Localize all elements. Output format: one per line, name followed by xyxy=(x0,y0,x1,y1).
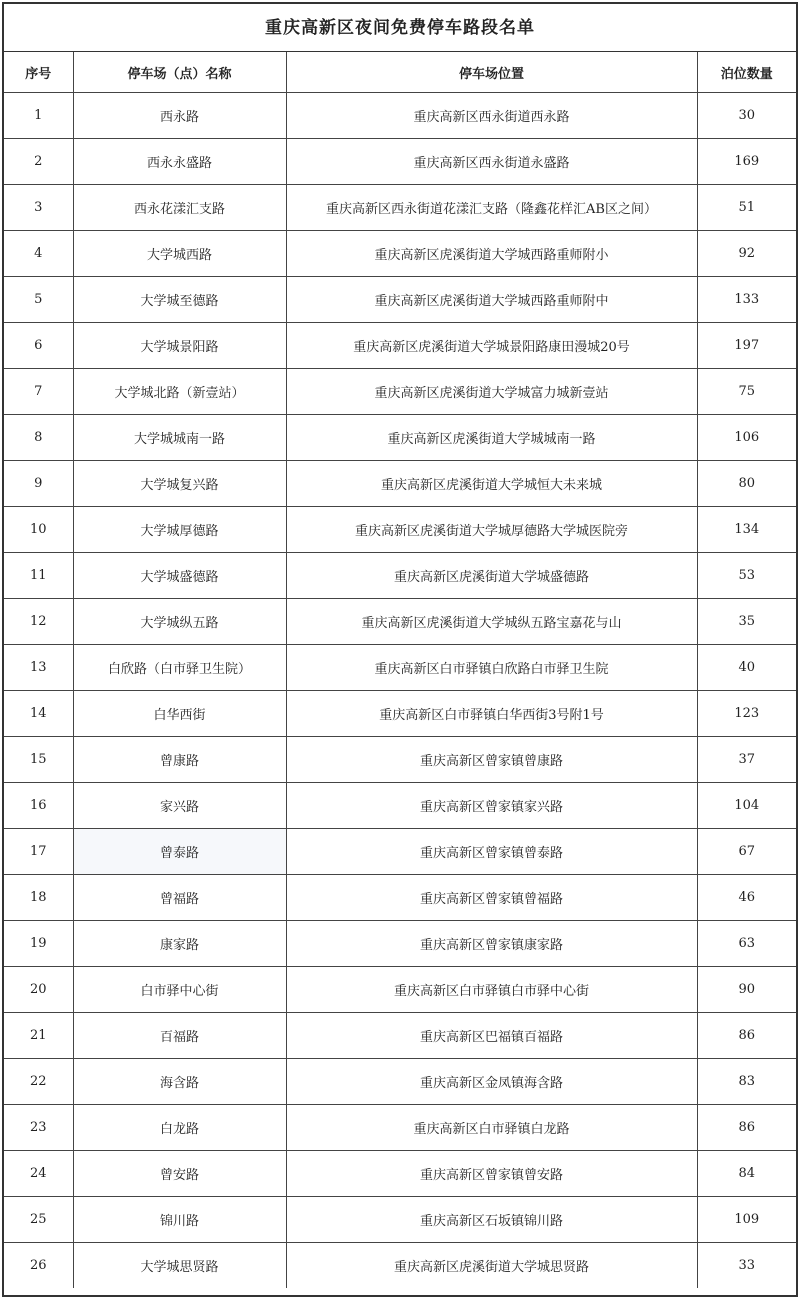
cell-location: 重庆高新区西永街道永盛路 xyxy=(286,139,697,185)
cell-index: 13 xyxy=(4,645,73,691)
cell-index: 23 xyxy=(4,1105,73,1151)
header-location: 停车场位置 xyxy=(286,52,697,93)
cell-location: 重庆高新区曾家镇曾康路 xyxy=(286,737,697,783)
cell-name: 大学城景阳路 xyxy=(73,323,286,369)
cell-location: 重庆高新区虎溪街道大学城西路重师附中 xyxy=(286,277,697,323)
cell-index: 26 xyxy=(4,1243,73,1289)
cell-spaces: 106 xyxy=(697,415,796,461)
cell-spaces: 86 xyxy=(697,1013,796,1059)
table-row xyxy=(4,139,796,185)
cell-index: 22 xyxy=(4,1059,73,1105)
cell-location: 重庆高新区虎溪街道大学城厚德路大学城医院旁 xyxy=(286,507,697,553)
cell-spaces: 33 xyxy=(697,1243,796,1289)
table-row xyxy=(4,1013,796,1059)
cell-location: 重庆高新区虎溪街道大学城富力城新壹站 xyxy=(286,369,697,415)
cell-location: 重庆高新区曾家镇家兴路 xyxy=(286,783,697,829)
cell-index: 12 xyxy=(4,599,73,645)
cell-spaces: 109 xyxy=(697,1197,796,1243)
cell-index: 24 xyxy=(4,1151,73,1197)
cell-location: 重庆高新区曾家镇康家路 xyxy=(286,921,697,967)
cell-index: 1 xyxy=(4,93,73,139)
cell-index: 25 xyxy=(4,1197,73,1243)
table-row xyxy=(4,875,796,921)
cell-location: 重庆高新区虎溪街道大学城城南一路 xyxy=(286,415,697,461)
table-body xyxy=(4,93,796,1289)
table-header-row xyxy=(4,52,796,93)
cell-name: 海含路 xyxy=(73,1059,286,1105)
table-row xyxy=(4,323,796,369)
cell-spaces: 40 xyxy=(697,645,796,691)
table-row xyxy=(4,93,796,139)
cell-name: 锦川路 xyxy=(73,1197,286,1243)
cell-index: 6 xyxy=(4,323,73,369)
cell-name: 西永花漾汇支路 xyxy=(73,185,286,231)
header-spaces: 泊位数量 xyxy=(697,52,796,93)
cell-name: 曾康路 xyxy=(73,737,286,783)
table-row xyxy=(4,829,796,875)
cell-location: 重庆高新区白市驿镇白华西街3号附1号 xyxy=(286,691,697,737)
cell-name: 家兴路 xyxy=(73,783,286,829)
table-row xyxy=(4,1243,796,1289)
cell-spaces: 92 xyxy=(697,231,796,277)
cell-index: 2 xyxy=(4,139,73,185)
cell-spaces: 80 xyxy=(697,461,796,507)
cell-index: 8 xyxy=(4,415,73,461)
table-row xyxy=(4,599,796,645)
cell-name: 大学城复兴路 xyxy=(73,461,286,507)
table-row xyxy=(4,645,796,691)
cell-index: 9 xyxy=(4,461,73,507)
table-row xyxy=(4,231,796,277)
cell-location: 重庆高新区巴福镇百福路 xyxy=(286,1013,697,1059)
cell-name: 大学城思贤路 xyxy=(73,1243,286,1289)
cell-spaces: 46 xyxy=(697,875,796,921)
table-row xyxy=(4,553,796,599)
cell-spaces: 123 xyxy=(697,691,796,737)
header-name: 停车场（点）名称 xyxy=(73,52,286,93)
cell-spaces: 53 xyxy=(697,553,796,599)
cell-index: 18 xyxy=(4,875,73,921)
table-row xyxy=(4,967,796,1013)
table-row xyxy=(4,415,796,461)
cell-spaces: 104 xyxy=(697,783,796,829)
cell-name: 曾福路 xyxy=(73,875,286,921)
table-row xyxy=(4,783,796,829)
cell-name: 曾安路 xyxy=(73,1151,286,1197)
cell-index: 19 xyxy=(4,921,73,967)
cell-location: 重庆高新区曾家镇曾安路 xyxy=(286,1151,697,1197)
cell-index: 4 xyxy=(4,231,73,277)
table-row xyxy=(4,461,796,507)
cell-name: 百福路 xyxy=(73,1013,286,1059)
table-row xyxy=(4,1105,796,1151)
cell-name: 白市驿中心街 xyxy=(73,967,286,1013)
cell-spaces: 169 xyxy=(697,139,796,185)
table-row xyxy=(4,1059,796,1105)
cell-name: 大学城盛德路 xyxy=(73,553,286,599)
cell-name: 白欣路（白市驿卫生院） xyxy=(73,645,286,691)
cell-location: 重庆高新区西永街道西永路 xyxy=(286,93,697,139)
cell-index: 15 xyxy=(4,737,73,783)
table-row xyxy=(4,1197,796,1243)
cell-name: 西永永盛路 xyxy=(73,139,286,185)
table-row xyxy=(4,185,796,231)
cell-index: 21 xyxy=(4,1013,73,1059)
cell-spaces: 90 xyxy=(697,967,796,1013)
cell-location: 重庆高新区白市驿镇白市驿中心街 xyxy=(286,967,697,1013)
cell-name: 康家路 xyxy=(73,921,286,967)
cell-location: 重庆高新区曾家镇曾福路 xyxy=(286,875,697,921)
cell-location: 重庆高新区虎溪街道大学城景阳路康田漫城20号 xyxy=(286,323,697,369)
table-row xyxy=(4,691,796,737)
cell-index: 7 xyxy=(4,369,73,415)
cell-spaces: 75 xyxy=(697,369,796,415)
cell-name: 白龙路 xyxy=(73,1105,286,1151)
cell-name: 白华西街 xyxy=(73,691,286,737)
cell-location: 重庆高新区石坂镇锦川路 xyxy=(286,1197,697,1243)
cell-name: 大学城城南一路 xyxy=(73,415,286,461)
cell-name: 大学城北路（新壹站） xyxy=(73,369,286,415)
cell-location: 重庆高新区曾家镇曾泰路 xyxy=(286,829,697,875)
cell-spaces: 30 xyxy=(697,93,796,139)
cell-spaces: 37 xyxy=(697,737,796,783)
cell-name: 西永路 xyxy=(73,93,286,139)
cell-location: 重庆高新区虎溪街道大学城西路重师附小 xyxy=(286,231,697,277)
cell-location: 重庆高新区白市驿镇白欣路白市驿卫生院 xyxy=(286,645,697,691)
cell-location: 重庆高新区虎溪街道大学城思贤路 xyxy=(286,1243,697,1289)
cell-name: 曾泰路 xyxy=(73,829,286,875)
table-row xyxy=(4,277,796,323)
table-row xyxy=(4,369,796,415)
header-index: 序号 xyxy=(4,52,73,93)
cell-name: 大学城至德路 xyxy=(73,277,286,323)
cell-location: 重庆高新区西永街道花漾汇支路（隆鑫花样汇AB区之间） xyxy=(286,185,697,231)
cell-location: 重庆高新区虎溪街道大学城恒大未来城 xyxy=(286,461,697,507)
cell-index: 11 xyxy=(4,553,73,599)
cell-spaces: 63 xyxy=(697,921,796,967)
cell-index: 16 xyxy=(4,783,73,829)
cell-spaces: 197 xyxy=(697,323,796,369)
parking-list-document xyxy=(2,2,798,1297)
cell-spaces: 35 xyxy=(697,599,796,645)
cell-spaces: 84 xyxy=(697,1151,796,1197)
table-row xyxy=(4,507,796,553)
cell-index: 20 xyxy=(4,967,73,1013)
cell-name: 大学城纵五路 xyxy=(73,599,286,645)
table-row xyxy=(4,737,796,783)
cell-index: 17 xyxy=(4,829,73,875)
cell-index: 14 xyxy=(4,691,73,737)
cell-spaces: 134 xyxy=(697,507,796,553)
cell-location: 重庆高新区虎溪街道大学城盛德路 xyxy=(286,553,697,599)
cell-index: 10 xyxy=(4,507,73,553)
cell-location: 重庆高新区虎溪街道大学城纵五路宝嘉花与山 xyxy=(286,599,697,645)
cell-spaces: 51 xyxy=(697,185,796,231)
cell-index: 3 xyxy=(4,185,73,231)
parking-table xyxy=(4,52,796,1288)
table-row xyxy=(4,1151,796,1197)
table-row xyxy=(4,921,796,967)
cell-name: 大学城西路 xyxy=(73,231,286,277)
document-title: 重庆高新区夜间免费停车路段名单 xyxy=(4,4,796,52)
cell-location: 重庆高新区白市驿镇白龙路 xyxy=(286,1105,697,1151)
cell-spaces: 83 xyxy=(697,1059,796,1105)
cell-spaces: 86 xyxy=(697,1105,796,1151)
cell-location: 重庆高新区金凤镇海含路 xyxy=(286,1059,697,1105)
cell-name: 大学城厚德路 xyxy=(73,507,286,553)
cell-spaces: 133 xyxy=(697,277,796,323)
cell-spaces: 67 xyxy=(697,829,796,875)
cell-index: 5 xyxy=(4,277,73,323)
